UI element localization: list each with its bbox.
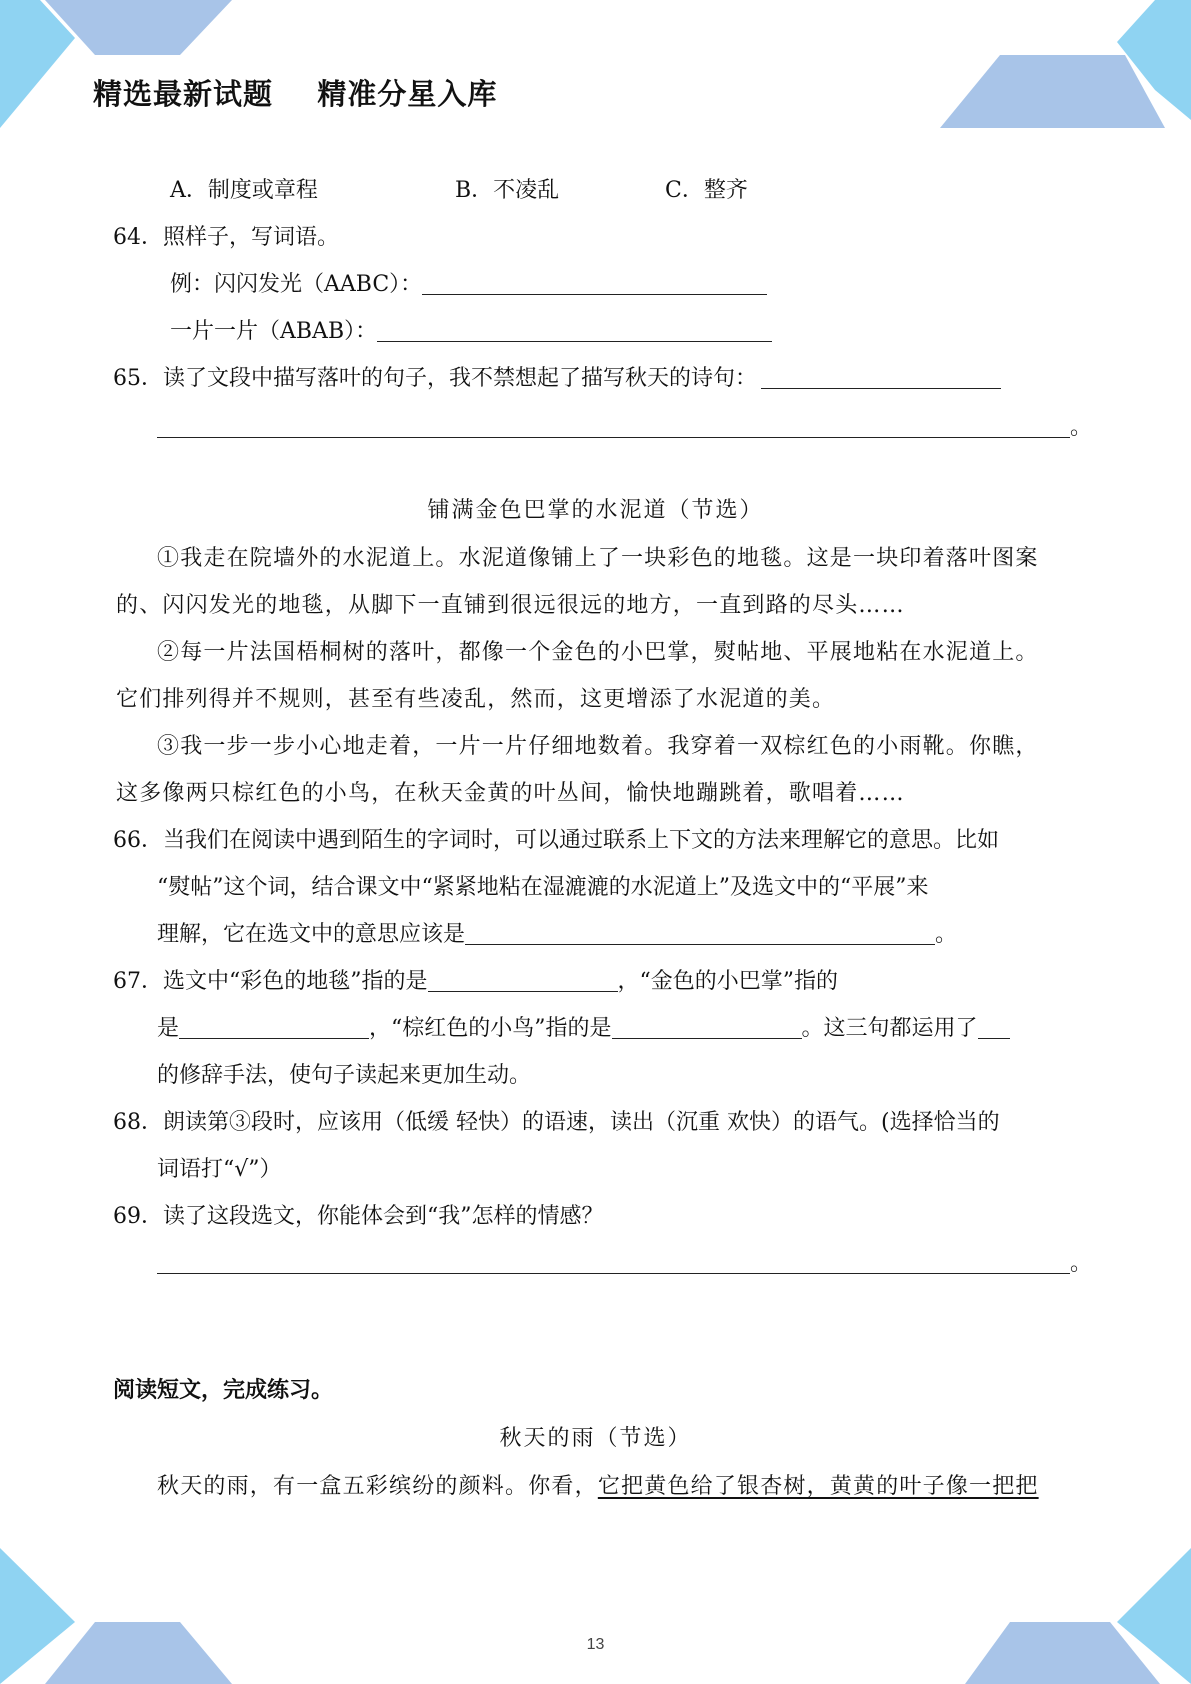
question-69 (113, 1199, 604, 1230)
question-text: 选文中“彩色的地毯”指的是 (163, 969, 428, 994)
question-text: 。这三句都运用了 (801, 1016, 978, 1041)
answer-blank[interactable] (978, 1016, 1010, 1039)
period: 。 (935, 922, 958, 947)
period: 。 (1070, 1251, 1093, 1276)
answer-blank[interactable] (761, 366, 1001, 389)
question-prompt: 照样子，写词语。 (163, 225, 340, 250)
passage-line: ②每一片法国梧桐树的落叶，都像一个金色的小巴掌，熨帖地、平展地粘在水泥道上。 (157, 640, 1039, 665)
header-title: 精选最新试题 精准分星入库 (93, 77, 498, 111)
item-label: 一片一片（ABAB）： (170, 319, 378, 344)
question-number: 67． (113, 969, 163, 994)
passage-line (157, 1469, 1039, 1500)
question-number: 69． (113, 1204, 163, 1229)
question-number: 68． (113, 1110, 163, 1135)
answer-blank[interactable] (157, 415, 1070, 438)
question-66 (113, 823, 999, 854)
top-right-decoration (940, 0, 1191, 128)
passage-line: 的、闪闪发光的地毯，从脚下一直铺到很远很远的地方，一直到路的尽头…… (116, 593, 905, 618)
bottom-right-decoration (965, 1548, 1191, 1684)
question-64 (113, 220, 339, 251)
answer-blank[interactable] (179, 1016, 369, 1039)
question-number: 66． (113, 828, 163, 853)
question-68 (113, 1105, 1000, 1136)
q66-line-2: “熨帖”这个词，结合课文中“紧紧地粘在湿漉漉的水泥道上”及选文中的“平展”来 (157, 875, 929, 900)
question-text: 是 (157, 1016, 180, 1041)
option-a: A．制度或章程 (170, 178, 318, 203)
q69-answer-line (157, 1246, 1092, 1277)
question-number: 64． (113, 225, 163, 250)
answer-blank[interactable] (422, 272, 767, 295)
option-b: B．不凌乱 (455, 178, 560, 203)
example-label: 例：闪闪发光（AABC）： (170, 272, 423, 297)
passage-line: 它们排列得并不规则，甚至有些凌乱，然而，这更增添了水泥道的美。 (116, 687, 836, 712)
period: 。 (1070, 415, 1093, 440)
answer-blank[interactable] (612, 1016, 802, 1039)
bottom-left-decoration (0, 1548, 232, 1684)
section-heading: 阅读短文，完成练习。 (113, 1378, 334, 1403)
passage-title: 秋天的雨（节选） (499, 1426, 692, 1451)
underlined-text: 它把黄色给了银杏树，黄黄的叶子像一把把 (597, 1474, 1039, 1499)
question-text: 读了这段选文，你能体会到“我”怎样的情感？ (163, 1204, 604, 1229)
answer-blank[interactable] (465, 922, 935, 945)
answer-blank[interactable] (377, 319, 772, 342)
question-text: ，“棕红色的小鸟”指的是 (369, 1016, 612, 1041)
question-67 (113, 964, 838, 995)
question-text: 读了文段中描写落叶的句子，我不禁想起了描写秋天的诗句： (163, 366, 758, 391)
question-text: 当我们在阅读中遇到陌生的字词时，可以通过联系上下文的方法来理解它的意思。比如 (163, 828, 1000, 853)
q64-item (170, 314, 772, 345)
question-text: 朗读第③段时，应该用（低缓 轻快）的语速，读出（沉重 欢快）的语气。(选择恰当的 (163, 1110, 1000, 1135)
q67-line-3: 的修辞手法，使句子读起来更加生动。 (157, 1063, 532, 1088)
q68-line-2: 词语打“√”） (157, 1157, 282, 1182)
question-text: ，“金色的小巴掌”指的 (617, 969, 838, 994)
option-c: C．整齐 (665, 178, 748, 203)
question-text: 理解，它在选文中的意思应该是 (157, 922, 466, 947)
passage-text: 秋天的雨，有一盒五彩缤纷的颜料。你看， (157, 1474, 598, 1499)
q64-example (170, 267, 767, 298)
passage-line: 这多像两只棕红色的小鸟，在秋天金黄的叶丛间，愉快地蹦跳着，歌唱着…… (116, 781, 905, 806)
passage-line: ③我一步一步小心地走着，一片一片仔细地数着。我穿着一双棕红色的小雨靴。你瞧， (157, 734, 1039, 759)
passage-line: ①我走在院墙外的水泥道上。水泥道像铺上了一块彩色的地毯。这是一块印着落叶图案 (157, 546, 1039, 571)
answer-blank[interactable] (428, 969, 618, 992)
q65-answer-line (157, 410, 1092, 441)
passage-title: 铺满金色巴掌的水泥道（节选） (427, 498, 764, 523)
q66-line-3 (157, 917, 957, 948)
question-number: 65． (113, 366, 163, 391)
question-65 (113, 361, 1001, 392)
page-number: 13 (586, 1636, 605, 1653)
answer-blank[interactable] (157, 1251, 1070, 1274)
q67-line-2 (157, 1011, 1010, 1042)
